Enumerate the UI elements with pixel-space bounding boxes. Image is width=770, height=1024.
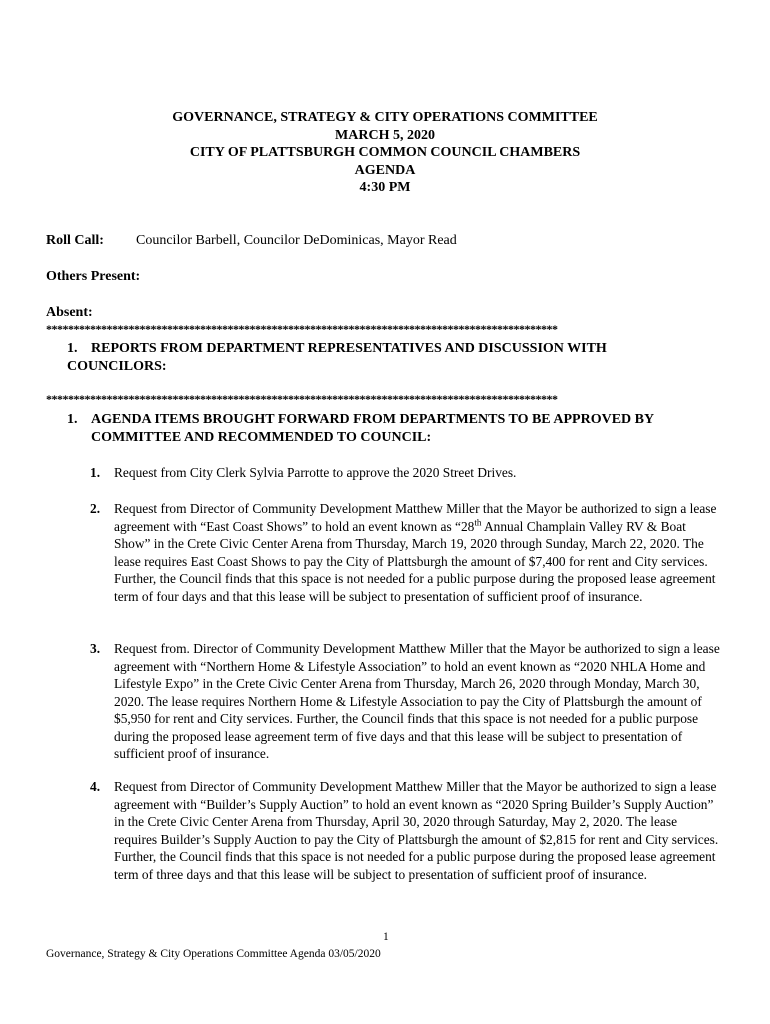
section-heading-line1: AGENDA ITEMS BROUGHT FORWARD FROM DEPARTMENTS TO BE APPROVED BY <box>91 412 655 427</box>
meeting-date: MARCH 5, 2020 <box>335 127 435 143</box>
section-number: 1. <box>67 412 78 427</box>
agenda-header <box>0 109 770 197</box>
absent-label: Absent: <box>46 305 93 320</box>
item-number: 4. <box>90 779 101 794</box>
agenda-item-4 <box>90 778 722 883</box>
divider-top: ********************************************************************************************* <box>46 322 558 336</box>
item-text <box>114 500 722 605</box>
section-number: 1. <box>67 341 78 356</box>
footer-text: Governance, Strategy & City Operations Committee Agenda 03/05/2020 <box>46 948 381 960</box>
section-agenda-items <box>67 411 727 447</box>
agenda-item-3 <box>90 640 722 763</box>
ordinal-suffix: th <box>474 517 482 528</box>
item-text: Request from. Director of Community Development Matthew Miller that the Mayor be authorized to sign a lease agreement with “Northern Home & Lifestyle Association” to hold an event known as “2020 NHLA Home and Lifestyle Expo” in the Crete Civic Center Arena from Thursday, March 26, 2020 through Monday, March 30, 2020. The lease requires Northern Home & Lifestyle Association to pay the City of Plattsburgh the amount of $5,950 for rent and City services. Further, the Council finds that this space is not needed for a public purpose during the proposed lease agreement term of five days and that this lease will be subject to presentation of sufficient proof of insurance. <box>114 641 720 761</box>
meeting-location: CITY OF PLATTSBURGH COMMON COUNCIL CHAMBERS <box>189 145 581 160</box>
committee-title: GOVERNANCE, STRATEGY & CITY OPERATIONS COMMITTEE <box>172 110 598 125</box>
others-present-label: Others Present: <box>46 269 141 284</box>
section-heading-line2: COUNCILORS: <box>67 359 167 374</box>
item-text: Request from Director of Community Development Matthew Miller that the Mayor be authorized to sign a lease agreement with “Builder’s Supply Auction” to hold an event known as “2020 Spring Builder’s Supply Auction” in the Crete Civic Center Arena from Thursday, April 30, 2020 through Saturday, May 2, 2020. The lease requires Builder’s Supply Auction to pay the City of Plattsburgh the amount of $2,815 for rent and City services. Further, the Council finds that this space is not needed for a public purpose during the proposed lease agreement term of three days and that this lease will be subject to presentation of sufficient proof of insurance. <box>114 779 719 882</box>
section-heading-line1: REPORTS FROM DEPARTMENT REPRESENTATIVES AND DISCUSSION WITH <box>91 341 607 356</box>
agenda-item-2 <box>90 500 722 605</box>
meeting-time: 4:30 PM <box>359 180 411 195</box>
page-number: 1 <box>383 931 389 943</box>
section-reports <box>67 340 707 376</box>
document-type: AGENDA <box>354 162 416 178</box>
item-text: Request from City Clerk Sylvia Parrotte to approve the 2020 Street Drives. <box>114 465 517 480</box>
item-number: 2. <box>90 501 101 516</box>
item-number: 3. <box>90 641 101 656</box>
item-text-part-b: Annual Champlain Valley RV & Boat Show” in the Crete Civic Center Arena from Thursday, March 19, 2020 through Sunday, March 22, 2020. The lease requires East Coast Shows to pay the City of Plattsburgh the amount of $7,400 for rent and City services. Further, the Council finds that this space is not needed for a public purpose during the proposed lease agreement term of four days and that this lease will be subject to presentation of sufficient proof of insurance. <box>114 518 716 604</box>
agenda-item-1 <box>90 464 722 482</box>
roll-call-value: Councilor Barbell, Councilor DeDominicas, Mayor Read <box>136 233 457 248</box>
item-text-part-a: Request from Director of Community Development Matthew Miller that the Mayor be authorized to sign a lease agreement with “East Coast Shows” to hold an event known as “28 <box>114 501 717 534</box>
section-heading-line2: COMMITTEE AND RECOMMENDED TO COUNCIL: <box>91 430 432 445</box>
roll-call-label: Roll Call: <box>46 233 104 248</box>
divider-middle: ********************************************************************************************* <box>46 392 558 406</box>
item-number: 1. <box>90 465 101 480</box>
